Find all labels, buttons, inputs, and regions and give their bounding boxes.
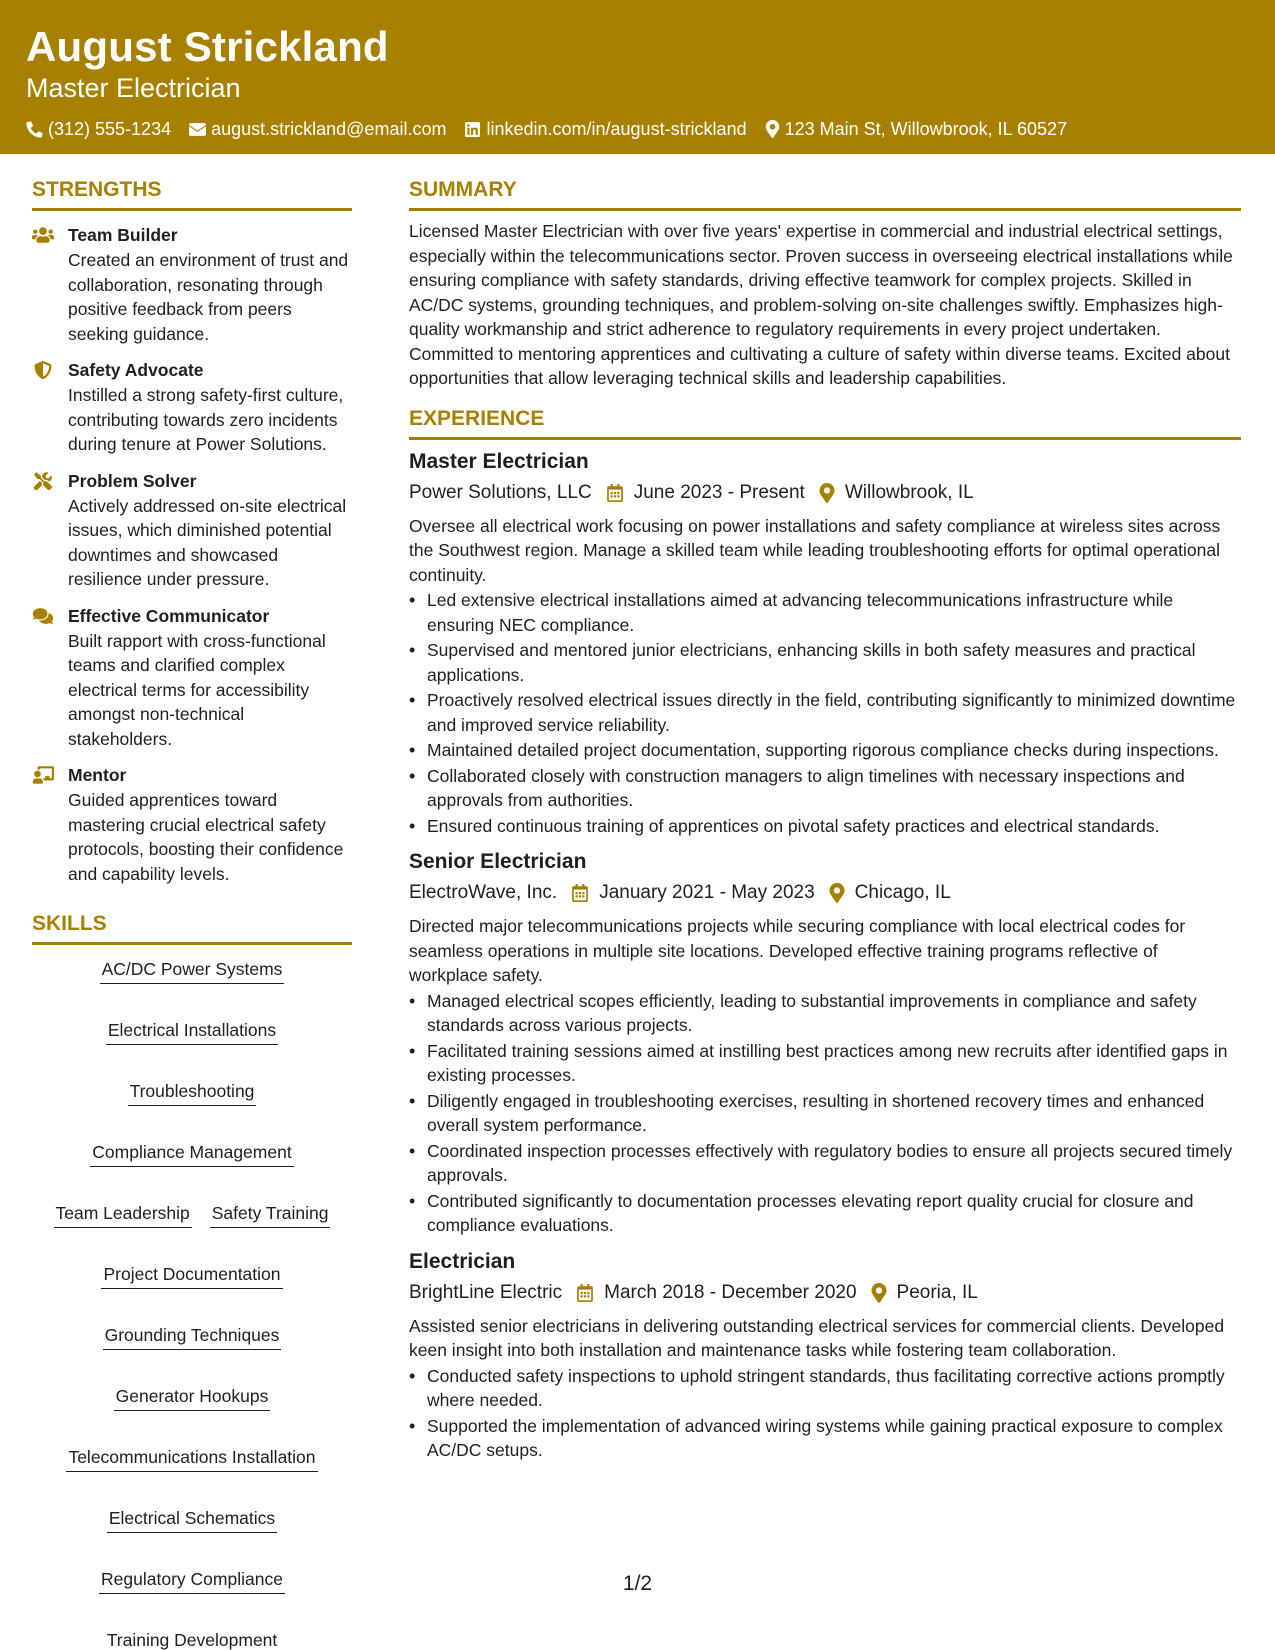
address-text: 123 Main St, Willowbrook, IL 60527 — [784, 119, 1068, 139]
contact-bar — [26, 118, 1249, 140]
calendar-icon — [606, 484, 624, 502]
job-location: Chicago, IL — [854, 882, 951, 903]
summary-heading: SUMMARY — [409, 176, 1241, 211]
phone-icon — [26, 121, 43, 138]
job-bullet: • Collaborated closely with construction managers to align timelines with necessary inspections and approvals from authorities. — [409, 764, 1241, 813]
job-bullets — [409, 989, 1241, 1238]
location-pin-icon — [829, 883, 845, 903]
location-pin-icon — [871, 1283, 887, 1303]
strengths-heading: STRENGTHS — [32, 176, 352, 211]
job-description: Assisted senior electricians in delivering outstanding electrical services for commercial clients. Developed keen insight into both installation and maintenance tasks while fostering team collaboration. — [409, 1315, 1225, 1360]
job-title: Senior Electrician — [409, 850, 587, 873]
job-description: Directed major telecommunications projects while securing compliance with local electrical codes for seamless operations in multiple site locations. Developed effective training programs reflective of workplace safety. — [409, 916, 1186, 985]
comments-icon — [32, 607, 54, 625]
job-meta — [409, 480, 1241, 506]
candidate-role: Master Electrician — [26, 73, 241, 103]
job-dates: March 2018 - December 2020 — [604, 1281, 857, 1303]
job-bullet: • Proactively resolved electrical issues directly in the field, contributing significantly to minimized downtime and improved service reliability. — [409, 688, 1241, 737]
skill-tag: Safety Training — [210, 1201, 331, 1228]
contact-email[interactable] — [189, 118, 446, 140]
strength-item — [32, 604, 352, 752]
candidate-name: August Strickland — [26, 23, 389, 70]
strength-desc: Created an environment of trust and collaboration, resonating through positive feedback from peers seeking guidance. — [68, 250, 349, 344]
calendar-icon — [571, 884, 589, 902]
skill-tag: Team Leadership — [54, 1201, 192, 1228]
strength-item — [32, 469, 352, 592]
strength-item — [32, 223, 352, 346]
job-bullet: • Ensured continuous training of apprentices on pivotal safety practices and electrical standards. — [409, 814, 1241, 839]
phone-text: (312) 555-1234 — [48, 119, 172, 139]
skills-list — [32, 957, 352, 1650]
job-company: ElectroWave, Inc. — [409, 882, 558, 903]
job-bullet: • Supervised and mentored junior electricians, enhancing skills in both safety measures and practical applications. — [409, 638, 1241, 687]
skill-tag: Telecommunications Installation — [66, 1445, 317, 1472]
skill-tag: Generator Hookups — [114, 1384, 271, 1411]
skill-tag: Electrical Installations — [106, 1018, 278, 1045]
strength-item — [32, 358, 352, 457]
job-dates: June 2023 - Present — [633, 481, 805, 503]
calendar-icon — [576, 1284, 594, 1302]
strength-desc: Actively addressed on-site electrical issues, which diminished potential downtimes and showcased resilience under pressure. — [68, 495, 347, 589]
shield-icon — [32, 361, 54, 379]
strength-desc: Instilled a strong safety-first culture, contributing towards zero incidents during tenure at Power Solutions. — [68, 385, 344, 454]
skills-heading: SKILLS — [32, 910, 352, 945]
job-description: Oversee all electrical work focusing on power installations and safety compliance at wireless sites across the Southwest region. Manage a skilled team while leading troubleshooting efforts for optimal operational continuity. — [409, 515, 1221, 585]
job-entry — [409, 448, 1241, 839]
job-entry — [409, 848, 1241, 1238]
job-bullet: • Diligently engaged in troubleshooting exercises, resulting in shortened recovery times and enhanced overall system performance. — [409, 1089, 1241, 1138]
job-bullet: • Facilitated training sessions aimed at instilling best practices among new recruits after identified gaps in existing processes. — [409, 1039, 1241, 1088]
location-pin-icon — [819, 483, 835, 503]
envelope-icon — [189, 121, 206, 138]
job-bullet: • Conducted safety inspections to uphold stringent standards, thus facilitating corrective actions promptly where needed. — [409, 1364, 1241, 1413]
skill-tag: Training Development — [105, 1628, 280, 1650]
job-bullet: • Supported the implementation of advanced wiring systems while gaining practical exposure to complex AC/DC setups. — [409, 1414, 1241, 1463]
chalkboard-teacher-icon — [32, 766, 54, 784]
contact-linkedin[interactable] — [464, 118, 746, 140]
experience-heading: EXPERIENCE — [409, 405, 1241, 440]
strength-title: Effective Communicator — [68, 605, 270, 626]
skill-tag: Project Documentation — [101, 1262, 282, 1289]
tools-icon — [32, 472, 54, 490]
email-text[interactable]: august.strickland@email.com — [211, 119, 447, 139]
job-location: Willowbrook, IL — [844, 481, 974, 503]
strength-title: Team Builder — [68, 225, 178, 245]
right-column — [409, 176, 1241, 1464]
left-column — [32, 176, 352, 1650]
job-title: Master Electrician — [409, 449, 589, 473]
strength-title: Safety Advocate — [68, 360, 204, 380]
skill-tag: Compliance Management — [90, 1140, 293, 1167]
skill-tag: Regulatory Compliance — [99, 1567, 285, 1594]
job-bullet: • Managed electrical scopes efficiently, leading to substantial improvements in compliance and safety standards across various projects. — [409, 989, 1241, 1038]
job-bullet: • Led extensive electrical installations aimed at advancing telecommunications infrastructure while ensuring NEC compliance. — [409, 588, 1241, 637]
job-bullets — [409, 1364, 1241, 1463]
users-icon — [32, 226, 54, 244]
linkedin-text[interactable]: linkedin.com/in/august-strickland — [486, 119, 747, 139]
strength-desc: Built rapport with cross-functional teams and clarified complex electrical terms for accessibility amongst non-technical stakeholders. — [68, 630, 326, 749]
job-dates: January 2021 - May 2023 — [599, 882, 815, 903]
job-company: Power Solutions, LLC — [409, 481, 592, 503]
contact-address — [765, 118, 1067, 140]
skill-tag: Grounding Techniques — [103, 1323, 282, 1350]
job-title: Electrician — [409, 1249, 516, 1273]
skill-tag: Troubleshooting — [128, 1079, 257, 1106]
job-company: BrightLine Electric — [409, 1281, 563, 1303]
job-location: Peoria, IL — [896, 1281, 978, 1303]
job-bullet: • Contributed significantly to documentation processes elevating report quality crucial for closure and compliance evaluations. — [409, 1189, 1241, 1238]
resume-header — [0, 0, 1275, 154]
strength-item — [32, 763, 352, 886]
job-meta — [409, 880, 1241, 906]
strength-desc: Guided apprentices toward mastering crucial electrical safety protocols, boosting their confidence and capability levels. — [68, 790, 344, 884]
job-bullet: • Coordinated inspection processes effectively with regulatory bodies to ensure all projects secured timely approvals. — [409, 1139, 1241, 1188]
strength-title: Problem Solver — [68, 470, 197, 491]
job-bullet: • Maintained detailed project documentation, supporting rigorous compliance checks during inspections. — [409, 738, 1241, 763]
job-entry — [409, 1248, 1241, 1463]
location-pin-icon — [765, 120, 780, 138]
strength-title: Mentor — [68, 765, 127, 785]
skill-tag: AC/DC Power Systems — [100, 957, 285, 984]
page-number: 1/2 — [622, 1572, 653, 1595]
linkedin-icon — [464, 121, 481, 138]
job-meta — [409, 1280, 1241, 1306]
contact-phone — [26, 118, 171, 140]
job-bullets — [409, 588, 1241, 838]
skill-tag: Electrical Schematics — [107, 1506, 277, 1533]
summary-text: Licensed Master Electrician with over five years' expertise in commercial and industrial electrical settings, especially within the telecommunications sector. Proven success in overseeing electrical installations while ensuring compliance with safety standards, driving effective teamwork for complex projects. Skilled in AC/DC systems, grounding techniques, and problem-solving on-site challenges swiftly. Emphasizes high-quality workmanship and strict adherence to regulatory requirements in every project undertaken. Committed to mentoring apprentices and cultivating a culture of safety within diverse teams. Excited about opportunities that allow leveraging technical skills and leadership capabilities. — [409, 221, 1233, 388]
